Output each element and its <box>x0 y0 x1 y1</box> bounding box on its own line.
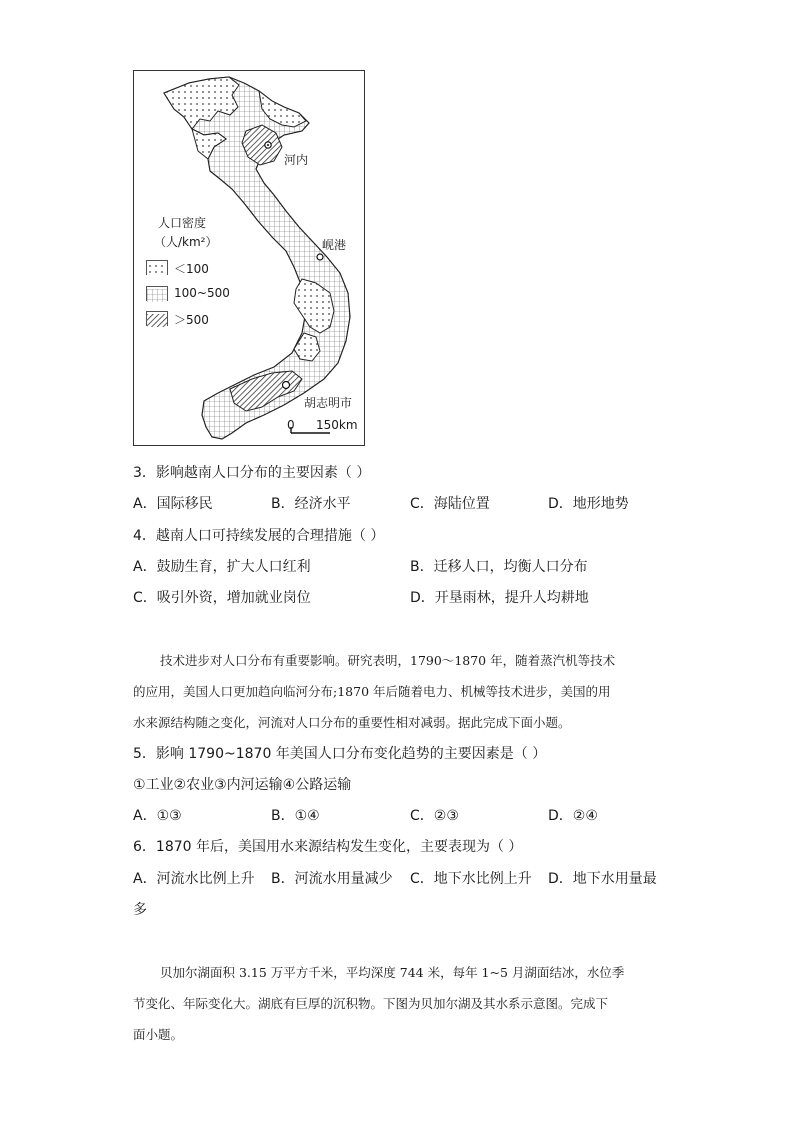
q6-option-a: A．河流水比例上升 <box>133 871 255 887</box>
q3-option-c: C．海陆位置 <box>410 496 490 512</box>
scale-label: 150km <box>316 418 358 432</box>
legend-swatch-mid <box>146 286 168 301</box>
legend-swatch-low <box>146 260 168 275</box>
q5-option-a: A．①③ <box>133 808 182 824</box>
legend-label-low: ＜100 <box>174 262 209 276</box>
question-5-stem: 5．影响 1790~1870 年美国人口分布变化趋势的主要因素是（ ） <box>133 746 547 762</box>
q4-option-b: B．迁移人口，均衡人口分布 <box>410 559 588 575</box>
label-hcmc: 胡志明市 <box>304 396 353 410</box>
q5-items: ①工业②农业③内河运输④公路运输 <box>133 777 352 793</box>
q3-option-d: D．地形地势 <box>548 496 629 512</box>
q5-option-b: B．①④ <box>271 808 320 824</box>
q3-option-a: A．国际移民 <box>133 496 213 512</box>
hcmc-marker <box>283 382 290 389</box>
label-danang: 岘港 <box>322 238 347 252</box>
legend-title: 人口密度 <box>158 216 207 230</box>
question-6-stem: 6．1870 年后，美国用水来源结构发生变化，主要表现为（ ） <box>133 839 523 855</box>
legend-swatch-high <box>146 311 168 326</box>
scale-zero: 0 <box>287 418 295 432</box>
passage-1-line-3: 水来源结构随之变化，河流对人口分布的重要性相对减弱。据此完成下面小题。 <box>133 715 571 730</box>
q5-option-d: D．②④ <box>548 808 598 824</box>
passage-2-line-3: 面小题。 <box>133 1027 184 1042</box>
q6-option-c: C．地下水比例上升 <box>410 871 532 887</box>
passage-2-line-2: 节变化、年际变化大。湖底有巨厚的沉积物。下图为贝加尔湖及其水系示意图。完成下 <box>133 996 609 1011</box>
danang-marker <box>317 254 323 260</box>
q5-option-c: C．②③ <box>410 808 459 824</box>
q6-option-b: B．河流水用量减少 <box>271 871 393 887</box>
passage-1-line-1: 技术进步对人口分布有重要影响。研究表明，1790～1870 年，随着蒸汽机等技术 <box>160 653 616 668</box>
legend-unit: （人/km²） <box>154 235 218 249</box>
question-4-stem: 4．越南人口可持续发展的合理措施（ ） <box>133 528 385 544</box>
q4-option-c: C．吸引外资，增加就业岗位 <box>133 590 311 606</box>
map-figure <box>133 70 365 446</box>
q4-option-d: D．开垦雨林，提升人均耕地 <box>410 590 589 606</box>
passage-2-line-1: 贝加尔湖面积 3.15 万平方千米，平均深度 744 米，每年 1~5 月湖面结冰，水位季 <box>160 965 625 980</box>
passage-1-line-2: 的应用，美国人口更加趋向临河分布;1870 年后随着电力、机械等技术进步，美国的用 <box>133 684 611 699</box>
q3-option-b: B．经济水平 <box>271 496 351 512</box>
mekong-delta-dense <box>230 371 302 411</box>
legend-label-mid: 100~500 <box>174 286 230 300</box>
q4-option-a: A．鼓励生育，扩大人口红利 <box>133 559 311 575</box>
q6-option-d-wrap: 多 <box>133 902 147 918</box>
vietnam-population-density-map <box>134 71 364 445</box>
label-hanoi: 河内 <box>284 153 309 167</box>
question-3-stem: 3．影响越南人口分布的主要因素（ ） <box>133 465 371 481</box>
q6-option-d: D．地下水用量最 <box>548 871 657 887</box>
legend-label-high: ＞500 <box>174 313 209 327</box>
